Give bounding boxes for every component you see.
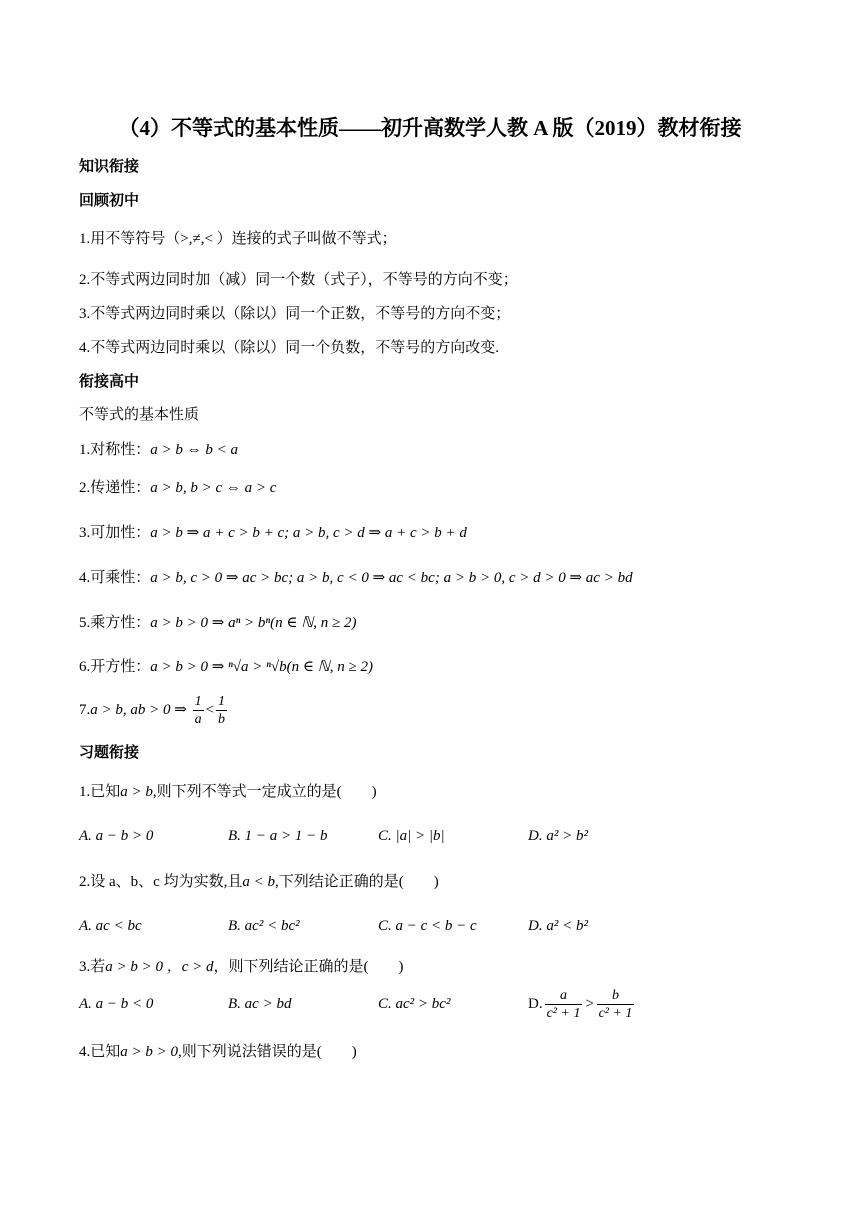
question-2-option-b: B. ac² < bc² xyxy=(228,918,300,934)
fraction-one-over-b xyxy=(216,693,227,728)
section-heading-exercises: 习题衔接 xyxy=(79,745,140,761)
numerator: 1 xyxy=(218,694,226,710)
denominator: b xyxy=(218,712,226,728)
stem-math: a > b xyxy=(120,784,153,800)
property-formula: a > b ⇔ b < a xyxy=(150,442,239,458)
question-3-option-c: C. ac² > bc² xyxy=(378,996,451,1012)
question-1-option-d: D. a² > b² xyxy=(528,828,588,844)
fraction-b-over-c2plus1 xyxy=(597,987,635,1022)
numerator: 1 xyxy=(194,694,202,710)
section-heading-highschool: 衔接高中 xyxy=(79,374,140,390)
stem-text: 3.若 xyxy=(79,959,106,975)
property-label: 1.对称性： xyxy=(79,442,151,458)
question-3-option-b: B. ac > bd xyxy=(228,996,292,1012)
property-root xyxy=(79,657,373,677)
property-label: 2.传递性： xyxy=(79,480,151,496)
property-additivity xyxy=(79,523,467,543)
stem-text: 1.已知 xyxy=(79,784,121,800)
question-2-option-d: D. a² < b² xyxy=(528,918,588,934)
question-2-stem xyxy=(79,872,439,892)
denominator: c² + 1 xyxy=(598,1006,633,1022)
question-3-option-a: A. a − b < 0 xyxy=(79,996,154,1012)
stem-text: ,下列结论正确的是( ) xyxy=(274,874,439,890)
fraction-a-over-c2plus1 xyxy=(545,987,583,1022)
question-4-stem xyxy=(79,1042,357,1062)
section-heading-knowledge: 知识衔接 xyxy=(79,159,140,175)
denominator: a xyxy=(194,712,202,728)
page-title: （4）不等式的基本性质——初升高数学人教 A 版（2019）教材衔接 xyxy=(118,116,742,140)
stem-math: a > b > 0 ，c > d xyxy=(105,959,214,975)
question-3-option-d xyxy=(528,984,636,1024)
property-formula: a > b > 0 ⇒ ⁿ√a > ⁿ√b(n ∈ ℕ, n ≥ 2) xyxy=(150,659,373,675)
properties-intro: 不等式的基本性质 xyxy=(79,407,200,423)
question-1-stem xyxy=(79,782,377,802)
property-multiplicativity xyxy=(79,568,633,588)
stem-text: 4.已知 xyxy=(79,1044,121,1060)
numerator: a xyxy=(545,987,583,1005)
review-item-1: 1.用不等符号（>,≠,< ）连接的式子叫做不等式； xyxy=(79,231,397,247)
question-2-option-a: A. ac < bc xyxy=(79,918,142,934)
property-formula: a > b > 0 ⇒ aⁿ > bⁿ(n ∈ ℕ, n ≥ 2) xyxy=(150,615,357,631)
question-1-option-b: B. 1 − a > 1 − b xyxy=(228,828,328,844)
stem-text: ,则下列不等式一定成立的是( ) xyxy=(152,784,377,800)
fraction-one-over-a xyxy=(193,693,204,728)
question-1-option-a: A. a − b > 0 xyxy=(79,828,154,844)
property-formula: a > b ⇒ a + c > b + c; a > b, c > d ⇒ a + c > b + d xyxy=(150,525,467,541)
numerator: b xyxy=(597,987,635,1005)
property-premise: a > b, ab > 0 ⇒ xyxy=(90,702,187,718)
property-power xyxy=(79,613,357,633)
question-2-option-c: C. a − c < b − c xyxy=(378,918,477,934)
property-formula: a > b, b > c ⇔ a > c xyxy=(150,480,277,496)
relation-sign: > xyxy=(584,996,595,1012)
option-prefix: D. xyxy=(528,996,543,1012)
section-heading-review: 回顾初中 xyxy=(79,193,140,209)
property-label: 4.可乘性： xyxy=(79,570,151,586)
question-1-option-c: C. |a| > |b| xyxy=(378,828,445,844)
property-transitivity xyxy=(79,478,276,498)
review-item-2: 2.不等式两边同时加（减）同一个数（式子），不等号的方向不变； xyxy=(79,272,518,288)
stem-math: a > b > 0 xyxy=(120,1044,179,1060)
property-label: 7. xyxy=(79,702,91,718)
stem-text: 2.设 a、b、c 均为实数,且 xyxy=(79,874,243,890)
property-reciprocal xyxy=(79,691,229,729)
stem-text: ，则下列结论正确的是( ) xyxy=(213,959,404,975)
relation-sign: < xyxy=(205,702,215,718)
review-item-3: 3.不等式两边同时乘以（除以）同一个正数，不等号的方向不变； xyxy=(79,306,511,322)
property-formula: a > b, c > 0 ⇒ ac > bc; a > b, c < 0 ⇒ ac < bc; a > b > 0, c > d > 0 ⇒ ac > bd xyxy=(150,570,633,586)
property-label: 6.开方性： xyxy=(79,659,151,675)
question-3-stem xyxy=(79,957,404,977)
stem-math: a < b xyxy=(242,874,275,890)
review-item-4: 4.不等式两边同时乘以（除以）同一个负数，不等号的方向改变. xyxy=(79,340,500,356)
property-label: 5.乘方性： xyxy=(79,615,151,631)
stem-text: ,则下列说法错误的是( ) xyxy=(178,1044,357,1060)
denominator: c² + 1 xyxy=(546,1006,581,1022)
property-symmetry xyxy=(79,440,238,460)
property-label: 3.可加性： xyxy=(79,525,151,541)
